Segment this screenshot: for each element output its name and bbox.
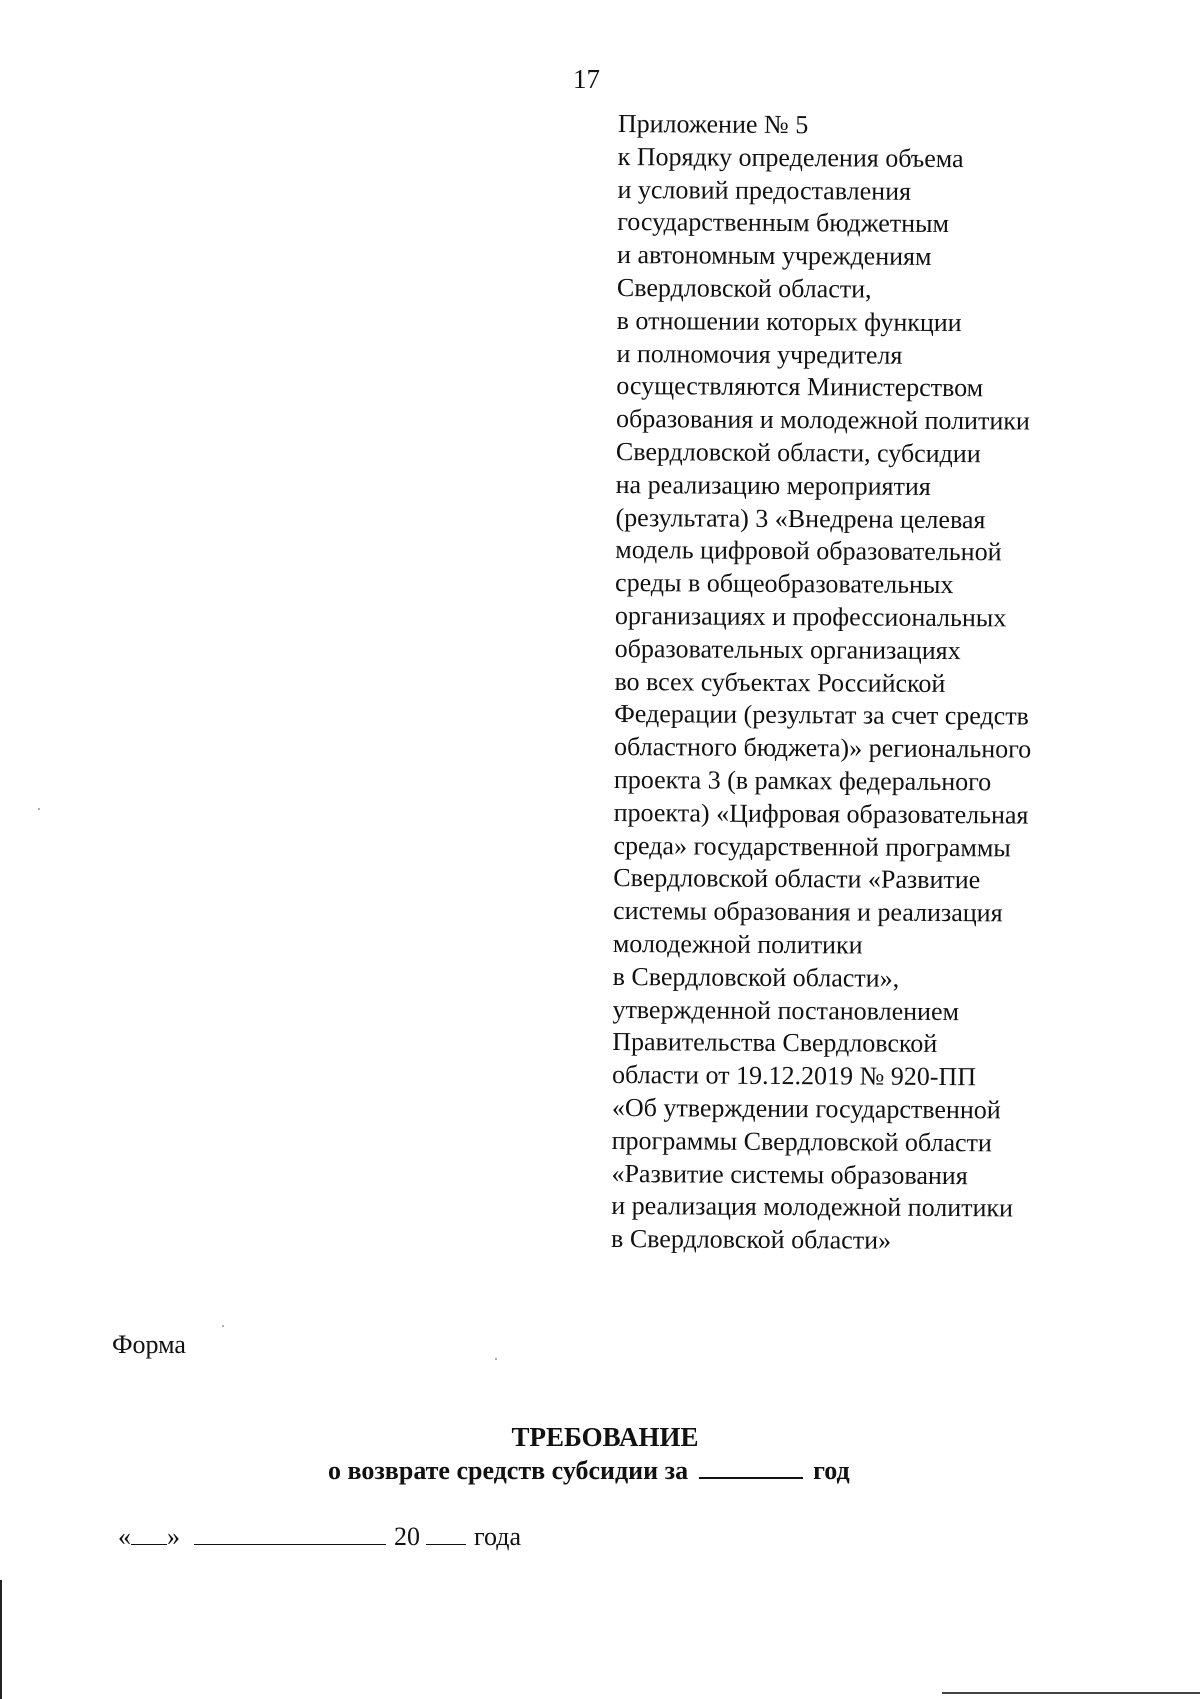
appendix-line: области от 19.12.2019 № 920-ПП — [612, 1060, 977, 1092]
document-title: ТРЕБОВАНИЕ — [511, 1422, 699, 1452]
page-number: 17 — [573, 64, 600, 94]
appendix-line: и автономным учреждениям — [617, 240, 932, 272]
day-blank — [131, 1526, 167, 1545]
appendix-line: во всех субъектах Российской — [614, 666, 946, 698]
appendix-line: утвержденной постановлением — [612, 994, 960, 1026]
appendix-line: и реализация молодежной политики — [611, 1191, 1014, 1223]
appendix-line: и условий предоставления — [617, 174, 912, 206]
appendix-line: программы Свердловской области — [611, 1125, 992, 1158]
appendix-line: проекта) «Цифровая образовательная — [613, 797, 1029, 830]
appendix-line: осуществляются Министерством — [616, 371, 984, 403]
year-digits-blank — [426, 1526, 466, 1545]
form-label: Форма — [112, 1330, 186, 1359]
appendix-line: молодежной политики — [612, 928, 863, 960]
appendix-line: модель цифровой образовательной — [615, 535, 1002, 567]
appendix-line: в Свердловской области», — [612, 961, 900, 993]
scan-speck — [495, 1358, 497, 1360]
month-blank — [194, 1526, 386, 1545]
appendix-line: Свердловской области, субсидии — [615, 436, 981, 469]
appendix-line: проекта 3 (в рамках федерального — [613, 764, 992, 797]
scan-edge-bottom — [942, 1692, 1200, 1694]
date-open-quote: « — [118, 1522, 131, 1551]
scan-speck — [222, 1325, 224, 1327]
date-line — [118, 1522, 521, 1552]
appendix-line: в Свердловской области» — [611, 1224, 892, 1255]
appendix-line: Приложение № 5 — [617, 108, 809, 140]
century-text: 20 — [394, 1522, 420, 1551]
appendix-line: к Порядку определения объема — [617, 141, 964, 173]
appendix-line: «Об утверждении государственной — [611, 1092, 1001, 1125]
date-close-quote: » — [167, 1522, 180, 1551]
date-suffix: года — [474, 1522, 522, 1551]
appendix-block — [611, 108, 1138, 1259]
appendix-line: образования и молодежной политики — [616, 404, 1030, 436]
appendix-line: (результата) 3 «Внедрена целевая — [615, 502, 986, 534]
appendix-line: организациях и профессиональных — [614, 600, 1007, 633]
appendix-line: системы образования и реализация — [613, 896, 1003, 928]
appendix-line: государственным бюджетным — [617, 207, 950, 239]
appendix-line: среды в общеобразовательных — [615, 568, 954, 600]
appendix-line: на реализацию мероприятия — [615, 469, 931, 501]
appendix-line: Свердловской области, — [616, 272, 872, 304]
appendix-line: Свердловской области «Развитие — [613, 863, 981, 895]
document-subtitle — [328, 1454, 850, 1488]
appendix-line: Федерации (результат за счет средств — [614, 699, 1029, 731]
appendix-line: и полномочия учредителя — [616, 338, 903, 370]
year-blank — [699, 1457, 803, 1479]
appendix-line: среда» государственной программы — [613, 830, 1011, 862]
appendix-line: в отношении которых функции — [616, 305, 962, 337]
scan-edge-left — [0, 1580, 2, 1699]
appendix-line: областного бюджета)» регионального — [614, 732, 1032, 764]
appendix-line: Правительства Свердловской — [612, 1027, 938, 1059]
subtitle-suffix: год — [813, 1456, 850, 1485]
appendix-line: образовательных организациях — [614, 633, 961, 665]
scan-speck — [38, 808, 40, 810]
subtitle-prefix: о возврате средств субсидии за — [328, 1456, 689, 1485]
appendix-line: «Развитие системы образования — [611, 1158, 968, 1190]
